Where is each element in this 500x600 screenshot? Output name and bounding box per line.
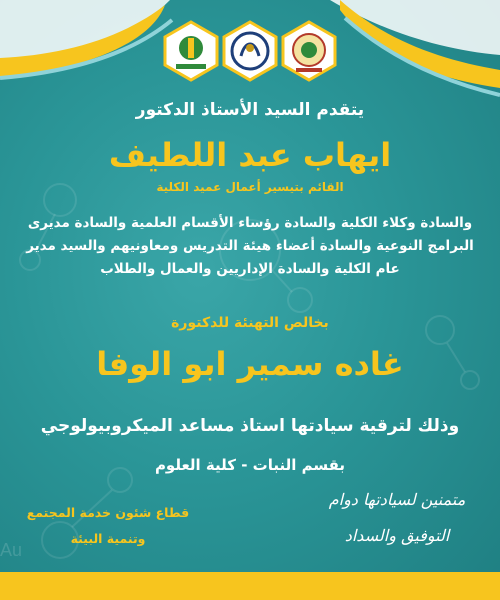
wishes-text — [312, 482, 482, 554]
honoree-name: غاده سمير ابو الوفا — [96, 345, 404, 383]
au-watermark-icon: Au — [0, 540, 22, 560]
presented-by-text: يتقدم السيد الأستاذ الدكتور — [135, 100, 365, 120]
sector-line-1: قطاع شئون خدمة المجتمع — [26, 505, 190, 520]
sector-text — [18, 500, 198, 552]
dean-name: ايهاب عبد اللطيف — [108, 136, 392, 174]
bottom-bar — [0, 572, 500, 600]
wishes-line-1: متمنين لسيادتها دوام — [328, 490, 466, 509]
university-crest-icon — [219, 20, 281, 82]
sector-line-2: وتنمية البيئة — [70, 531, 146, 546]
faculty-emblem-icon — [160, 20, 222, 82]
college-seal-icon — [278, 20, 340, 82]
department-text: بقسم النبات - كلية العلوم — [154, 456, 346, 474]
congrats-text: بخالص التهنئة للدكتورة — [171, 315, 329, 331]
staff-paragraph: والسادة وكلاء الكلية والسادة رؤساء الأقسام العلمية والسادة مديرى البرامج النوعية والسادة أعضاء هيئة التدريس ومعاونيهم والسيد مدير عام الكلية والسادة الإداريين والعمال والطلاب — [26, 215, 474, 277]
promotion-text: وذلك لترقية سيادتها استاذ مساعد الميكروبيولوجي — [40, 416, 460, 436]
logos-row — [0, 20, 500, 90]
dean-title: القائم بتيسير أعمال عميد الكلية — [156, 180, 344, 194]
wishes-line-2: التوفيق والسداد — [344, 526, 450, 545]
